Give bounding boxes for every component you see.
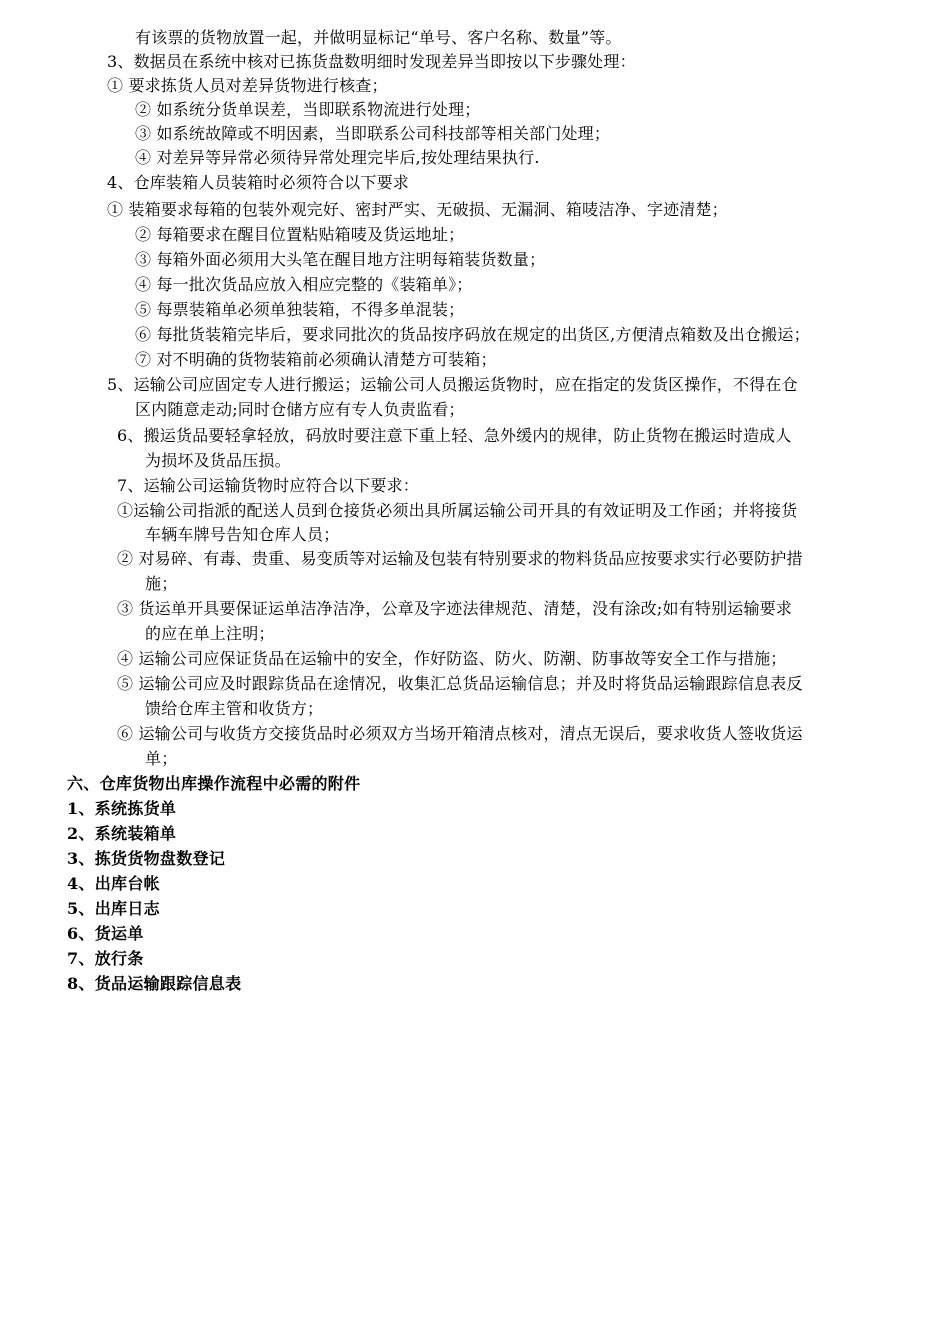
body-line: ③ 如系统故障或不明因素，当即联系公司科技部等相关部门处理；	[135, 124, 611, 143]
body-line: ①运输公司指派的配送人员到仓接货必须出具所属运输公司开具的有效证明及工作函；并将接货	[117, 501, 798, 520]
body-line: 单；	[145, 749, 178, 768]
body-line: ⑥ 每批货装箱完毕后，要求同批次的货品按序码放在规定的出货区,方便清点箱数及出仓搬运；	[135, 325, 810, 344]
body-line: 为损坏及货品压损。	[145, 451, 291, 470]
attachment-item: 7、放行条	[67, 949, 144, 968]
body-line: 6、搬运货品要轻拿轻放，码放时要注意下重上轻、急外缓内的规律，防止货物在搬运时造成人	[117, 426, 792, 445]
attachment-item: 3、拣货货物盘数登记	[67, 849, 226, 868]
attachment-item: 1、系统拣货单	[67, 799, 177, 818]
body-line: ③ 每箱外面必须用大头笔在醒目地方注明每箱装货数量；	[135, 250, 546, 269]
body-line: 有该票的货物放置一起，并做明显标记“单号、客户名称、数量”等。	[135, 28, 622, 47]
body-line: ④ 对差异等异常必须待异常处理完毕后,按处理结果执行.	[135, 148, 540, 167]
body-line: ⑦ 对不明确的货物装箱前必须确认清楚方可装箱；	[135, 350, 497, 369]
attachment-item: 6、货运单	[67, 924, 144, 943]
body-line: 7、运输公司运输货物时应符合以下要求：	[117, 476, 419, 495]
body-line: ② 如系统分货单误差，当即联系物流进行处理；	[135, 100, 481, 119]
attachment-item: 5、出库日志	[67, 899, 160, 918]
attachment-item: 8、货品运输跟踪信息表	[67, 974, 242, 993]
body-line: 3、数据员在系统中核对已拣货盘数明细时发现差异当即按以下步骤处理：	[107, 52, 636, 71]
attachment-item: 2、系统装箱单	[67, 824, 177, 843]
section-heading: 六、仓库货物出库操作流程中必需的附件	[67, 774, 361, 793]
body-line: ① 要求拣货人员对差异货物进行核查；	[107, 76, 388, 95]
body-line: ① 装箱要求每箱的包装外观完好、密封严实、无破损、无漏洞、箱唛洁净、字迹清楚；	[107, 200, 728, 219]
body-line: ⑤ 运输公司应及时跟踪货品在途情况，收集汇总货品运输信息；并及时将货品运输跟踪信息表反	[117, 674, 803, 693]
body-line: ⑥ 运输公司与收货方交接货品时必须双方当场开箱清点核对，清点无误后，要求收货人签收货运	[117, 724, 803, 743]
body-line: 车辆车牌号告知仓库人员；	[145, 525, 340, 544]
body-line: ④ 每一批次货品应放入相应完整的《装箱单》；	[135, 275, 473, 294]
body-line: ⑤ 每票装箱单必须单独装箱，不得多单混装；	[135, 300, 465, 319]
body-line: 5、运输公司应固定专人进行搬运；运输公司人员搬运货物时，应在指定的发货区操作，不得在仓	[107, 375, 798, 394]
body-line: 区内随意走动;同时仓储方应有专人负责监看；	[135, 400, 465, 419]
attachment-item: 4、出库台帐	[67, 874, 160, 893]
body-line: ② 每箱要求在醒目位置粘贴箱唛及货运地址；	[135, 225, 465, 244]
body-line: 馈给仓库主管和收货方；	[145, 699, 324, 718]
body-line: ② 对易碎、有毒、贵重、易变质等对运输及包装有特别要求的物料货品应按要求实行必要防护措	[117, 549, 803, 568]
body-line: ④ 运输公司应保证货品在运输中的安全，作好防盗、防火、防潮、防事故等安全工作与措施；	[117, 649, 787, 668]
body-line: ③ 货运单开具要保证运单洁净洁净，公章及字迹法律规范、清楚，没有涂改;如有特别运输要求	[117, 599, 793, 618]
body-line: 施；	[145, 574, 178, 593]
body-line: 的应在单上注明；	[145, 624, 275, 643]
body-line: 4、仓库装箱人员装箱时必须符合以下要求	[107, 173, 409, 192]
